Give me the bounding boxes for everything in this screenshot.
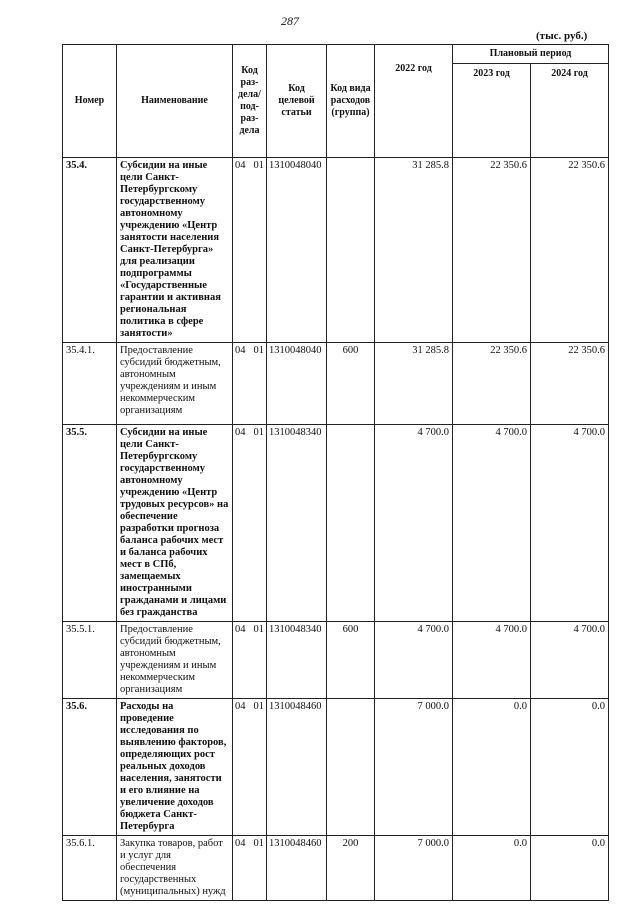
table-row (63, 699, 609, 836)
header-2022: 2022 год (375, 45, 453, 158)
row-amount-y2022: 4 700.0 (375, 622, 453, 699)
section-code: 04 (235, 427, 246, 438)
header-2023: 2023 год (453, 64, 531, 158)
row-amount-y2024: 22 350.6 (531, 343, 609, 425)
row-number: 35.4.1. (63, 343, 117, 425)
row-amount-y2023: 22 350.6 (453, 158, 531, 343)
row-target-code: 1310048040 (267, 343, 327, 425)
section-code: 04 (235, 838, 246, 849)
row-number: 35.6. (63, 699, 117, 836)
page-number: 287 (281, 14, 299, 28)
row-name: Предоставление субсидий бюджетным, автономным учреждениям и иным некоммерческим организациям (117, 343, 233, 425)
header-name: Наименование (117, 45, 233, 158)
row-amount-y2022: 4 700.0 (375, 425, 453, 622)
header-section-code: Код раз-дела/ под-раз-дела (233, 45, 267, 158)
row-number: 35.6.1. (63, 836, 117, 901)
row-section-code (233, 836, 267, 901)
row-target-code: 1310048040 (267, 158, 327, 343)
row-amount-y2023: 22 350.6 (453, 343, 531, 425)
table-row (63, 343, 609, 425)
subsection-code: 01 (253, 624, 264, 635)
header-row-1 (63, 45, 609, 64)
row-name: Субсидии на иные цели Санкт-Петербургскому государственному автономному учреждению «Центр занятости населения Санкт-Петербурга» для реализации подпрограммы «Государственные гарантии и активная региональная политика в сфере занятости» (117, 158, 233, 343)
header-target-code: Код целевой статьи (267, 45, 327, 158)
units-label: (тыс. руб.) (536, 30, 588, 42)
header-planned-period: Плановый период (453, 45, 609, 64)
row-expense-code: 600 (327, 343, 375, 425)
table-row (63, 622, 609, 699)
row-name: Субсидии на иные цели Санкт-Петербургскому государственному автономному учреждению «Центр трудовых ресурсов» на обеспечение разработки прогноза баланса рабочих мест и баланса рабочих мест в СПб, замещаемых иностранными гражданами и лицами без гражданства (117, 425, 233, 622)
row-target-code: 1310048340 (267, 622, 327, 699)
header-expense-code: Код вида расходов (группа) (327, 45, 375, 158)
row-number: 35.4. (63, 158, 117, 343)
row-name: Закупка товаров, работ и услуг для обеспечения государственных (муниципальных) нужд (117, 836, 233, 901)
row-amount-y2022: 31 285.8 (375, 158, 453, 343)
section-code: 04 (235, 160, 246, 171)
subsection-code: 01 (253, 160, 264, 171)
row-number: 35.5. (63, 425, 117, 622)
row-target-code: 1310048460 (267, 836, 327, 901)
header-2024: 2024 год (531, 64, 609, 158)
row-name: Расходы на проведение исследования по выявлению факторов, определяющих рост реальных доходов населения, занятости и его влияние на увеличение доходов бюджета Санкт-Петербурга (117, 699, 233, 836)
row-amount-y2023: 0.0 (453, 836, 531, 901)
budget-table (62, 44, 609, 901)
row-expense-code (327, 158, 375, 343)
row-amount-y2023: 0.0 (453, 699, 531, 836)
row-amount-y2023: 4 700.0 (453, 425, 531, 622)
row-target-code: 1310048340 (267, 425, 327, 622)
row-section-code (233, 622, 267, 699)
row-expense-code (327, 699, 375, 836)
subsection-code: 01 (253, 701, 264, 712)
section-code: 04 (235, 701, 246, 712)
row-amount-y2022: 7 000.0 (375, 699, 453, 836)
row-amount-y2024: 4 700.0 (531, 622, 609, 699)
row-amount-y2023: 4 700.0 (453, 622, 531, 699)
subsection-code: 01 (253, 838, 264, 849)
row-expense-code: 200 (327, 836, 375, 901)
row-amount-y2024: 0.0 (531, 836, 609, 901)
row-expense-code (327, 425, 375, 622)
table-body (63, 158, 609, 901)
header-number: Номер (63, 45, 117, 158)
row-amount-y2024: 0.0 (531, 699, 609, 836)
subsection-code: 01 (253, 427, 264, 438)
row-section-code (233, 699, 267, 836)
row-section-code (233, 425, 267, 622)
section-code: 04 (235, 345, 246, 356)
row-name: Предоставление субсидий бюджетным, автономным учреждениям и иным некоммерческим организациям (117, 622, 233, 699)
row-target-code: 1310048460 (267, 699, 327, 836)
subsection-code: 01 (253, 345, 264, 356)
row-section-code (233, 343, 267, 425)
row-section-code (233, 158, 267, 343)
row-amount-y2022: 31 285.8 (375, 343, 453, 425)
table-row (63, 158, 609, 343)
row-amount-y2024: 22 350.6 (531, 158, 609, 343)
row-amount-y2022: 7 000.0 (375, 836, 453, 901)
row-amount-y2024: 4 700.0 (531, 425, 609, 622)
table-row (63, 836, 609, 901)
row-expense-code: 600 (327, 622, 375, 699)
row-number: 35.5.1. (63, 622, 117, 699)
section-code: 04 (235, 624, 246, 635)
table-row (63, 425, 609, 622)
